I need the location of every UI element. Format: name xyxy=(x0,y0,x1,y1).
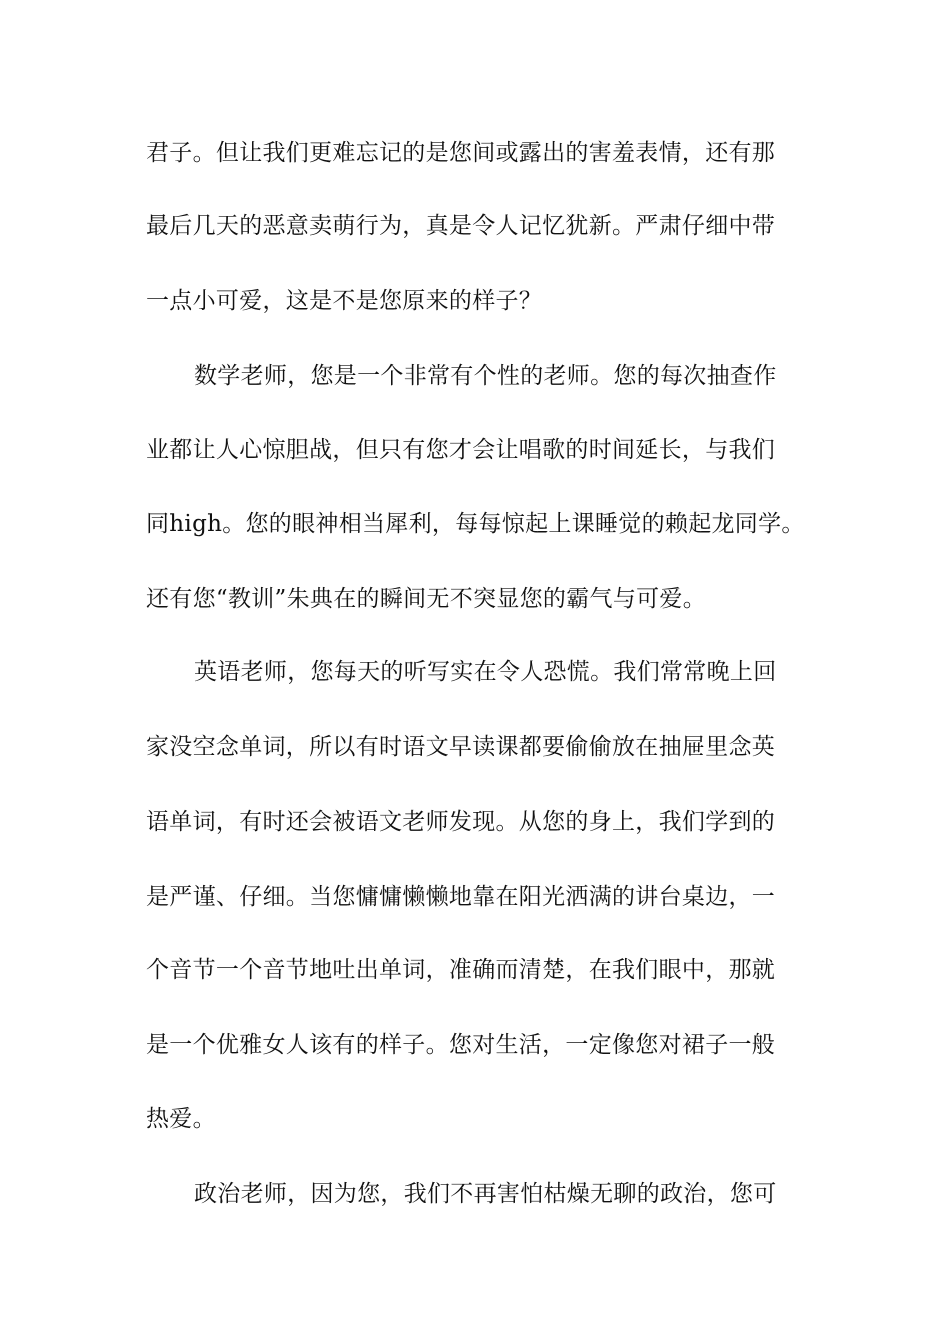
text-line: 同high。您的眼神相当犀利，每每惊起上课睡觉的赖起龙同学。 xyxy=(146,511,805,537)
text-line: 语单词，有时还会被语文老师发现。从您的身上，我们学到的 xyxy=(146,809,776,835)
text-line: 最后几天的恶意卖萌行为，真是令人记忆犹新。严肃仔细中带 xyxy=(146,213,776,239)
text-line: 业都让人心惊胆战，但只有您才会让唱歌的时间延长，与我们 xyxy=(146,437,776,463)
text-line: 君子。但让我们更难忘记的是您间或露出的害羞表情，还有那 xyxy=(146,140,776,166)
text-line: 家没空念单词，所以有时语文早读课都要偷偷放在抽屉里念英 xyxy=(146,734,776,760)
paragraph-start-line: 英语老师，您每天的听写实在令人恐慌。我们常常晚上回 xyxy=(194,659,777,685)
text-line: 是一个优雅女人该有的样子。您对生活，一定像您对裙子一般 xyxy=(146,1032,776,1058)
text-line: 是严谨、仔细。当您慵慵懒懒地靠在阳光洒满的讲台桌边，一 xyxy=(146,884,776,910)
text-line: 个音节一个音节地吐出单词，准确而清楚，在我们眼中，那就 xyxy=(146,957,776,983)
paragraph-start-line: 政治老师，因为您，我们不再害怕枯燥无聊的政治，您可 xyxy=(194,1181,777,1207)
text-line: 热爱。 xyxy=(146,1106,216,1132)
paragraph-start-line: 数学老师，您是一个非常有个性的老师。您的每次抽查作 xyxy=(194,363,777,389)
text-line: 一点小可爱，这是不是您原来的样子？ xyxy=(146,288,543,314)
text-line: 还有您“教训”朱典在的瞬间无不突显您的霸气与可爱。 xyxy=(146,586,707,612)
